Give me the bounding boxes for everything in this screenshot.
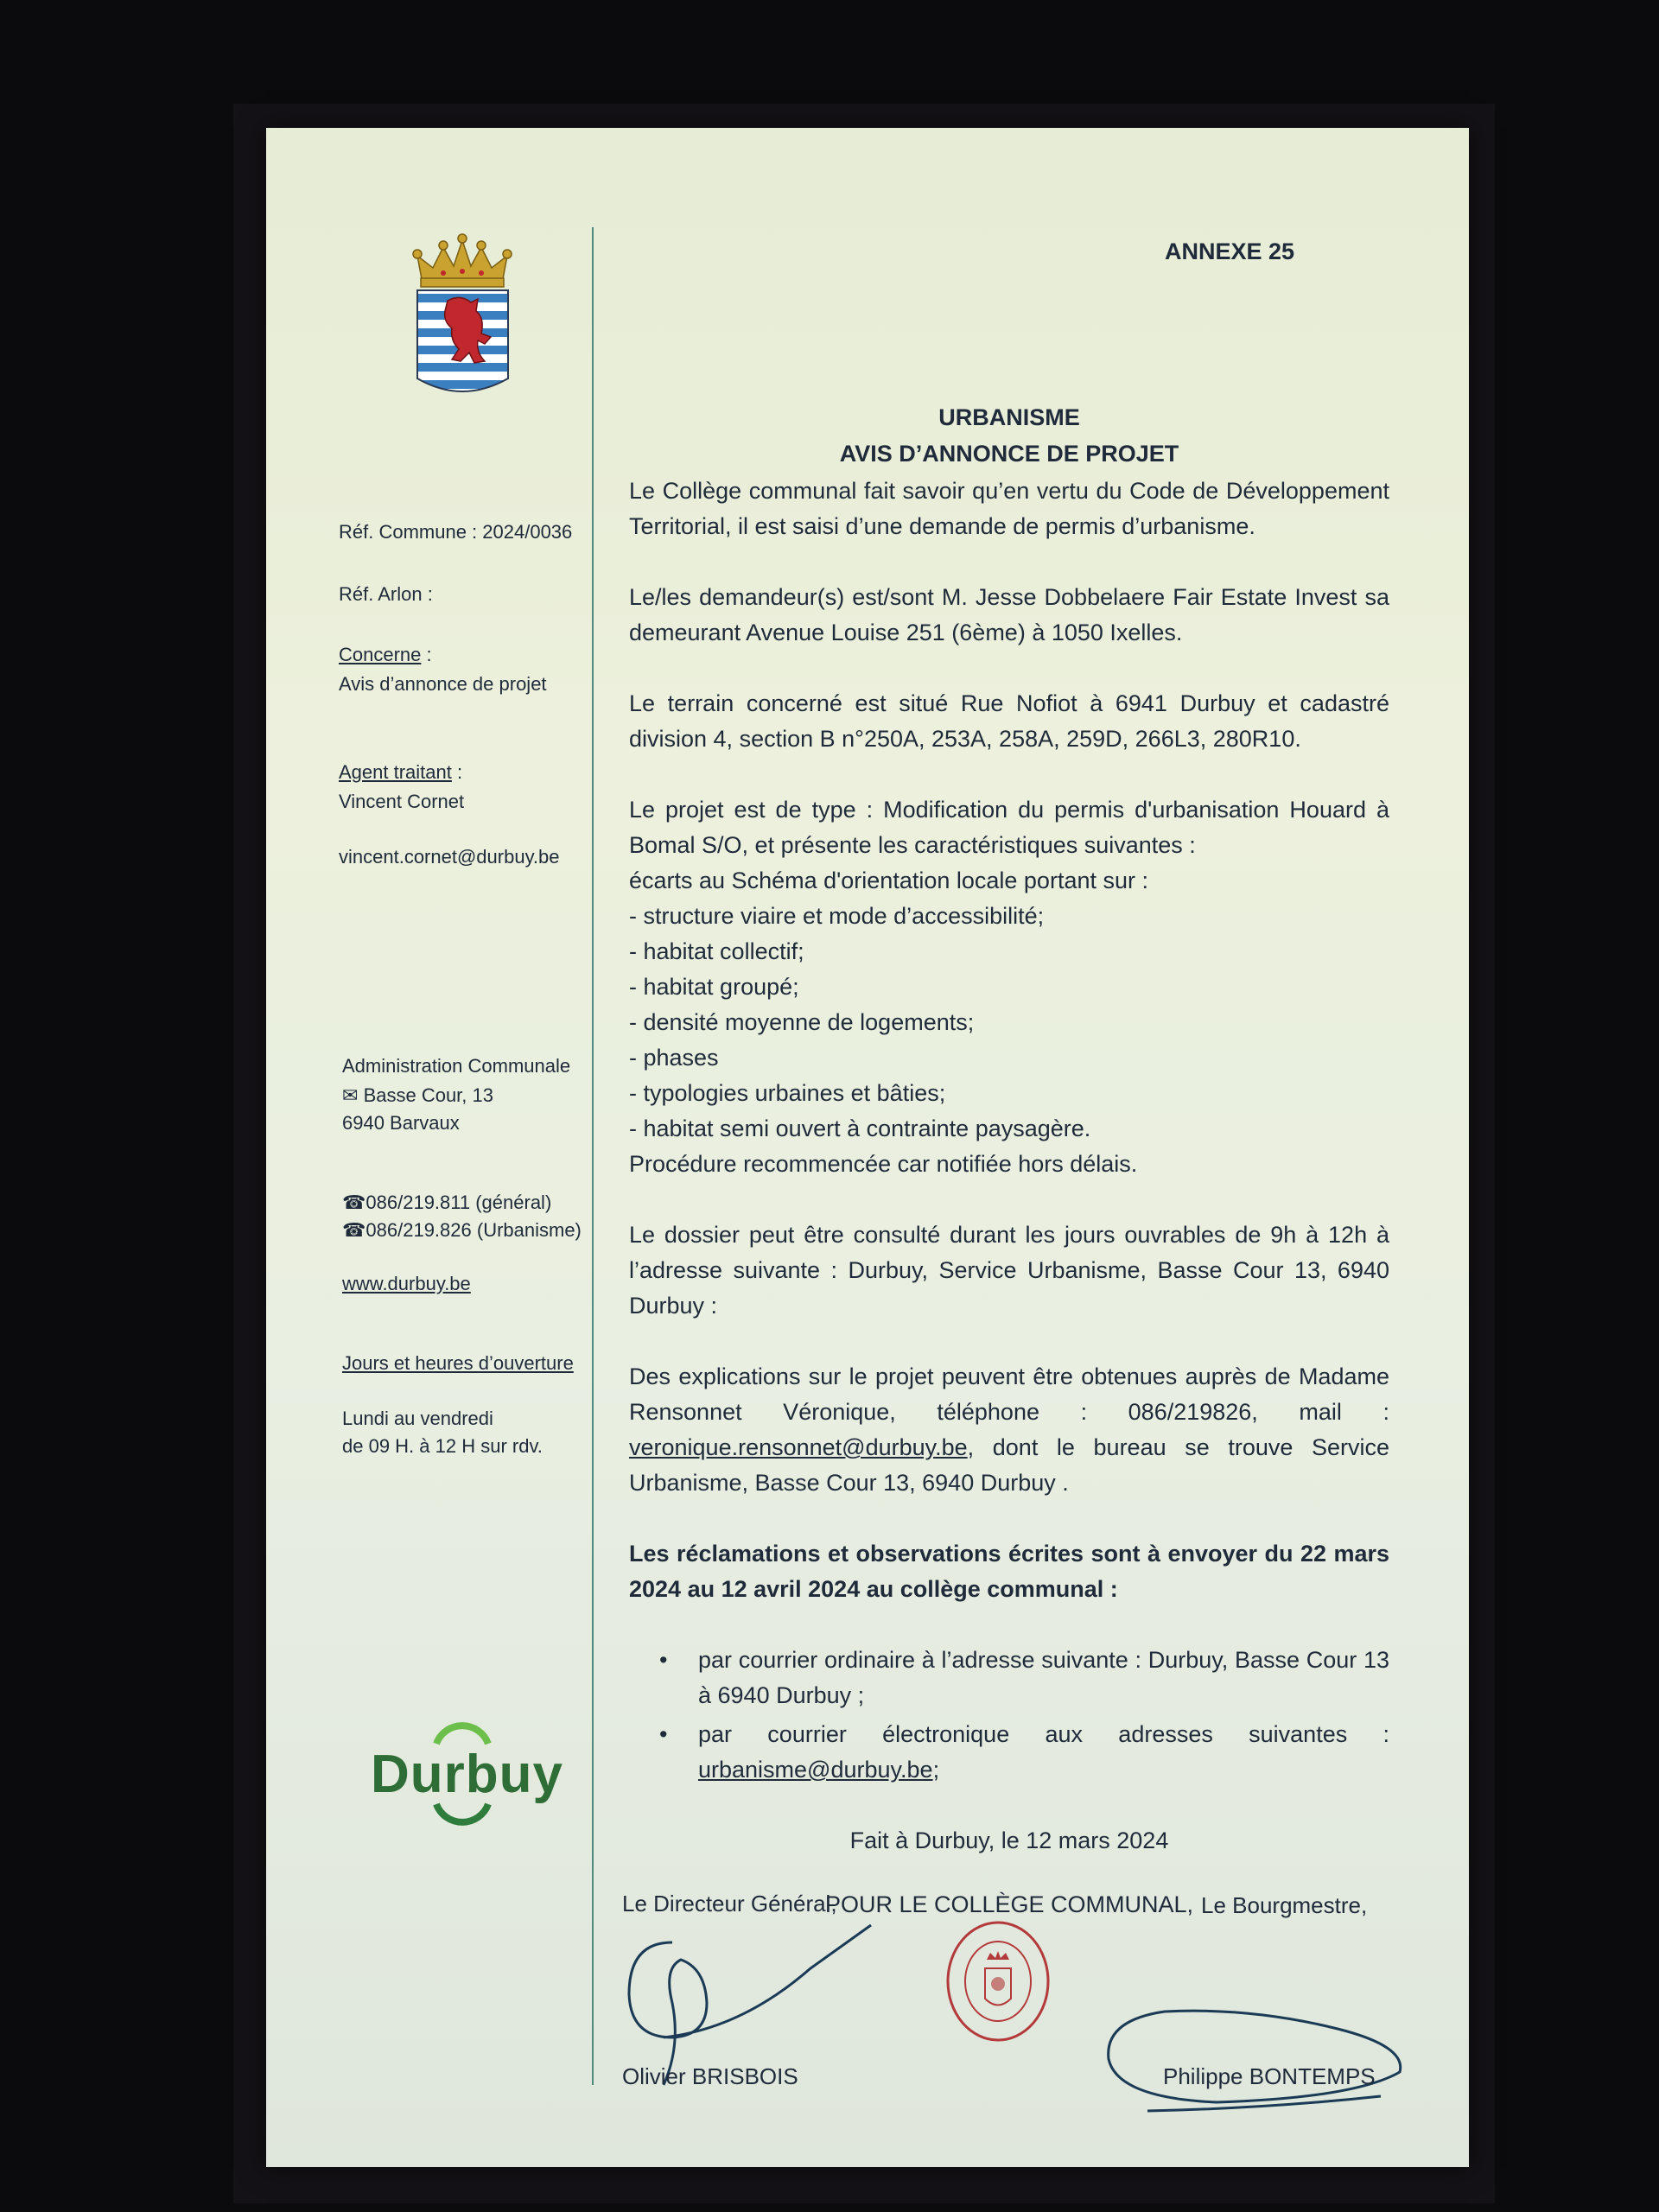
directeur-role: Le Directeur Général,	[622, 1891, 837, 1916]
phone-general-line	[342, 1189, 551, 1217]
concerne-suffix: :	[421, 644, 432, 665]
submission-methods-list	[629, 1643, 1389, 1788]
agent-email[interactable]: vincent.cornet@durbuy.be	[339, 846, 560, 868]
bullet-2-end: ;	[932, 1757, 940, 1783]
page-subtitle: AVIS D’ANNONCE DE PROJET	[839, 441, 1179, 467]
column-divider	[592, 227, 594, 2085]
bourgmestre-name: Philippe BONTEMPS	[1163, 2063, 1376, 2089]
admin-city: 6940 Barvaux	[342, 1112, 460, 1134]
ref-arlon: Réf. Arlon :	[339, 583, 433, 605]
procedure-note: Procédure recommencée car notifiée hors délais.	[629, 1151, 1138, 1177]
ecart-item: - habitat collectif;	[629, 938, 804, 964]
agent-label-line	[339, 759, 462, 786]
applicant-paragraph: Le/les demandeur(s) est/sont M. Jesse Dobbelaere Fair Estate Invest sa demeurant Avenue Louise 251 (6ème) à 1050 Ixelles.	[629, 584, 1389, 645]
project-type-paragraph: Le projet est de type : Modification du permis d'urbanisation Houard à Bomal S/O, et présente les caractéristiques suivantes :	[629, 797, 1389, 858]
explications-text-end: , dont le bureau se trouve Service Urbanisme, Basse Cour 13, 6940 Durbuy .	[629, 1434, 1389, 1496]
ecart-item: - structure viaire et mode d’accessibilité;	[629, 903, 1045, 929]
sidebar	[266, 128, 591, 2167]
directeur-name: Olivier BRISBOIS	[622, 2063, 798, 2089]
agent-name: Vincent Cornet	[339, 791, 465, 812]
explications-text: Des explications sur le projet peuvent être obtenues auprès de Madame Rensonnet Véronique, téléphone : 086/219826, mail :	[629, 1363, 1389, 1425]
admin-street: Basse Cour, 13	[363, 1084, 493, 1106]
hours-title: Jours et heures d’ouverture	[342, 1352, 574, 1374]
phone-icon: ☎	[342, 1192, 366, 1213]
reclamations-paragraph: Les réclamations et observations écrites sont à envoyer du 22 mars 2024 au 12 avril 2024 au collège communal :	[629, 1541, 1389, 1602]
pour-line: POUR LE COLLÈGE COMMUNAL,	[824, 1891, 1194, 1917]
bourgmestre-role: Le Bourgmestre,	[1201, 1892, 1368, 1918]
page-title: URBANISME	[938, 404, 1080, 430]
envelope-icon: ✉	[342, 1084, 359, 1106]
list-item: • par courrier ordinaire à l’adresse suivante : Durbuy, Basse Cour 13 à 6940 Durbuy ;	[629, 1643, 1389, 1713]
concerne-label: Concerne	[339, 644, 422, 665]
notice-body	[629, 474, 1389, 1923]
terrain-paragraph: Le terrain concerné est situé Rue Nofiot à 6941 Durbuy et cadastré division 4, section B n°250A, 253A, 258A, 259D, 266L3, 280R10.	[629, 690, 1389, 752]
phone-urbanisme-line	[342, 1217, 582, 1244]
bullet-2-text: par courrier électronique aux adresses suivantes :	[698, 1721, 1389, 1747]
urbanisme-email-link[interactable]: urbanisme@durbuy.be	[698, 1757, 933, 1783]
ecart-item: - typologies urbaines et bâties;	[629, 1080, 946, 1106]
municipal-stamp-icon	[940, 1916, 1057, 2046]
list-item	[629, 1717, 1389, 1788]
phone-urbanisme: 086/219.826 (Urbanisme)	[365, 1219, 582, 1241]
ecarts-intro: écarts au Schéma d'orientation locale portant sur :	[629, 868, 1148, 893]
admin-street-line	[342, 1082, 493, 1109]
ecart-item: - phases	[629, 1045, 719, 1071]
ecart-item: - densité moyenne de logements;	[629, 1009, 975, 1035]
ecart-item: - habitat semi ouvert à contrainte paysagère.	[629, 1116, 1091, 1141]
durbuy-logo	[365, 1718, 564, 1839]
hours-time: de 09 H. à 12 H sur rdv.	[342, 1435, 543, 1457]
phone-icon: ☎	[342, 1219, 366, 1241]
fait-line: Fait à Durbuy, le 12 mars 2024	[849, 1827, 1169, 1853]
contact-email-link[interactable]: veronique.rensonnet@durbuy.be	[629, 1434, 968, 1460]
agent-label: Agent traitant	[339, 761, 452, 783]
phone-general: 086/219.811 (général)	[365, 1192, 552, 1213]
annexe-label: ANNEXE 25	[1165, 238, 1295, 264]
explications-paragraph	[629, 1359, 1389, 1501]
notice-poster	[266, 128, 1469, 2167]
logo-text: Durbuy	[371, 1745, 563, 1804]
ref-commune: Réf. Commune : 2024/0036	[339, 521, 573, 543]
agent-suffix: :	[451, 761, 463, 783]
concerne-label-line	[339, 641, 432, 669]
hours-days: Lundi au vendredi	[342, 1408, 493, 1429]
website-link[interactable]: www.durbuy.be	[342, 1273, 471, 1294]
consultation-paragraph: Le dossier peut être consulté durant les jours ouvrables de 9h à 12h à l’adresse suivante : Durbuy, Service Urbanisme, Basse Cour 13, 6940 Durbuy :	[629, 1222, 1389, 1319]
intro-paragraph: Le Collège communal fait savoir qu’en vertu du Code de Développement Territorial, il est saisi d’une demande de permis d’urbanisme.	[629, 478, 1389, 539]
admin-title: Administration Communale	[342, 1055, 571, 1077]
coat-of-arms-icon	[409, 232, 517, 409]
ecart-item: - habitat groupé;	[629, 974, 799, 1000]
concerne-value: Avis d’annonce de projet	[339, 673, 547, 695]
